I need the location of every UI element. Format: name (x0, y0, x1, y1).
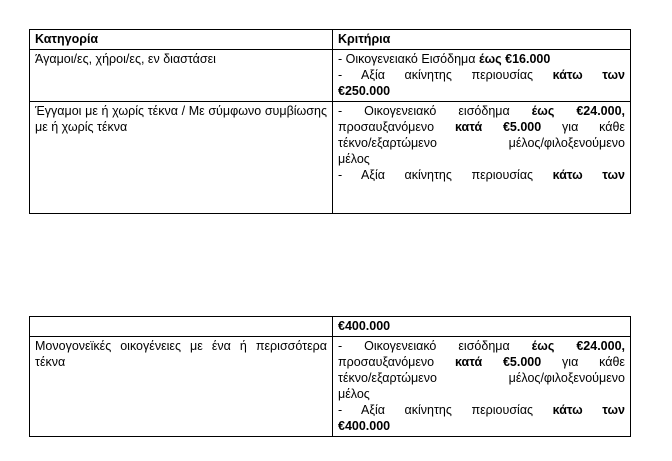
criteria-line: - Οικογενειακό εισόδημα έως €24.000, (338, 104, 625, 118)
table-header-row (30, 30, 631, 50)
criteria-line: προσαυξανόμενο κατά €5.000 για κάθε (338, 355, 625, 369)
category-cell-empty (30, 317, 333, 337)
category-text: Έγγαμοι με ή χωρίς τέκνα / Με σύμφωνο συμβίωσης με ή χωρίς τέκνα (35, 104, 327, 134)
category-cell (30, 337, 333, 437)
criteria-cell (333, 50, 631, 102)
category-text: Άγαμοι/ες, χήροι/ες, εν διαστάσει (35, 52, 216, 66)
table-row (30, 102, 631, 214)
criteria-line: μέλος (338, 387, 370, 401)
criteria-line: - Αξία ακίνητης περιουσίας κάτω των (338, 403, 625, 417)
criteria-line: προσαυξανόμενο κατά €5.000 για κάθε (338, 120, 625, 134)
criteria-line: - Οικογενειακό εισόδημα έως €24.000, (338, 339, 625, 353)
table-row (30, 337, 631, 437)
table-row (30, 317, 631, 337)
criteria-line: €400.000 (338, 419, 391, 433)
header-category: Κατηγορία (30, 30, 333, 50)
criteria-line: μέλος (338, 152, 370, 166)
header-criteria: Κριτήρια (333, 30, 631, 50)
category-text: Μονογονεϊκές οικογένειες με ένα ή περισσότερα τέκνα (35, 339, 327, 369)
category-cell (30, 102, 333, 214)
criteria-table (29, 29, 631, 214)
criteria-line: τέκνο/εξαρτώμενο μέλος/φιλοξενούμενο (338, 136, 625, 150)
criteria-table-continued (29, 316, 631, 437)
category-cell (30, 50, 333, 102)
criteria-line: τέκνο/εξαρτώμενο μέλος/φιλοξενούμενο (338, 371, 625, 385)
criteria-cell (333, 102, 631, 214)
criteria-line: - Αξία ακίνητης περιουσίας κάτω των (338, 168, 625, 182)
criteria-cell (333, 317, 631, 337)
table-row (30, 50, 631, 102)
criteria-line: €250.000 (338, 84, 391, 98)
criteria-line: €400.000 (338, 319, 391, 333)
criteria-cell (333, 337, 631, 437)
criteria-line: - Αξία ακίνητης περιουσίας κάτω των (338, 68, 625, 82)
criteria-line: - Οικογενειακό Εισόδημα έως €16.000 (338, 52, 551, 66)
